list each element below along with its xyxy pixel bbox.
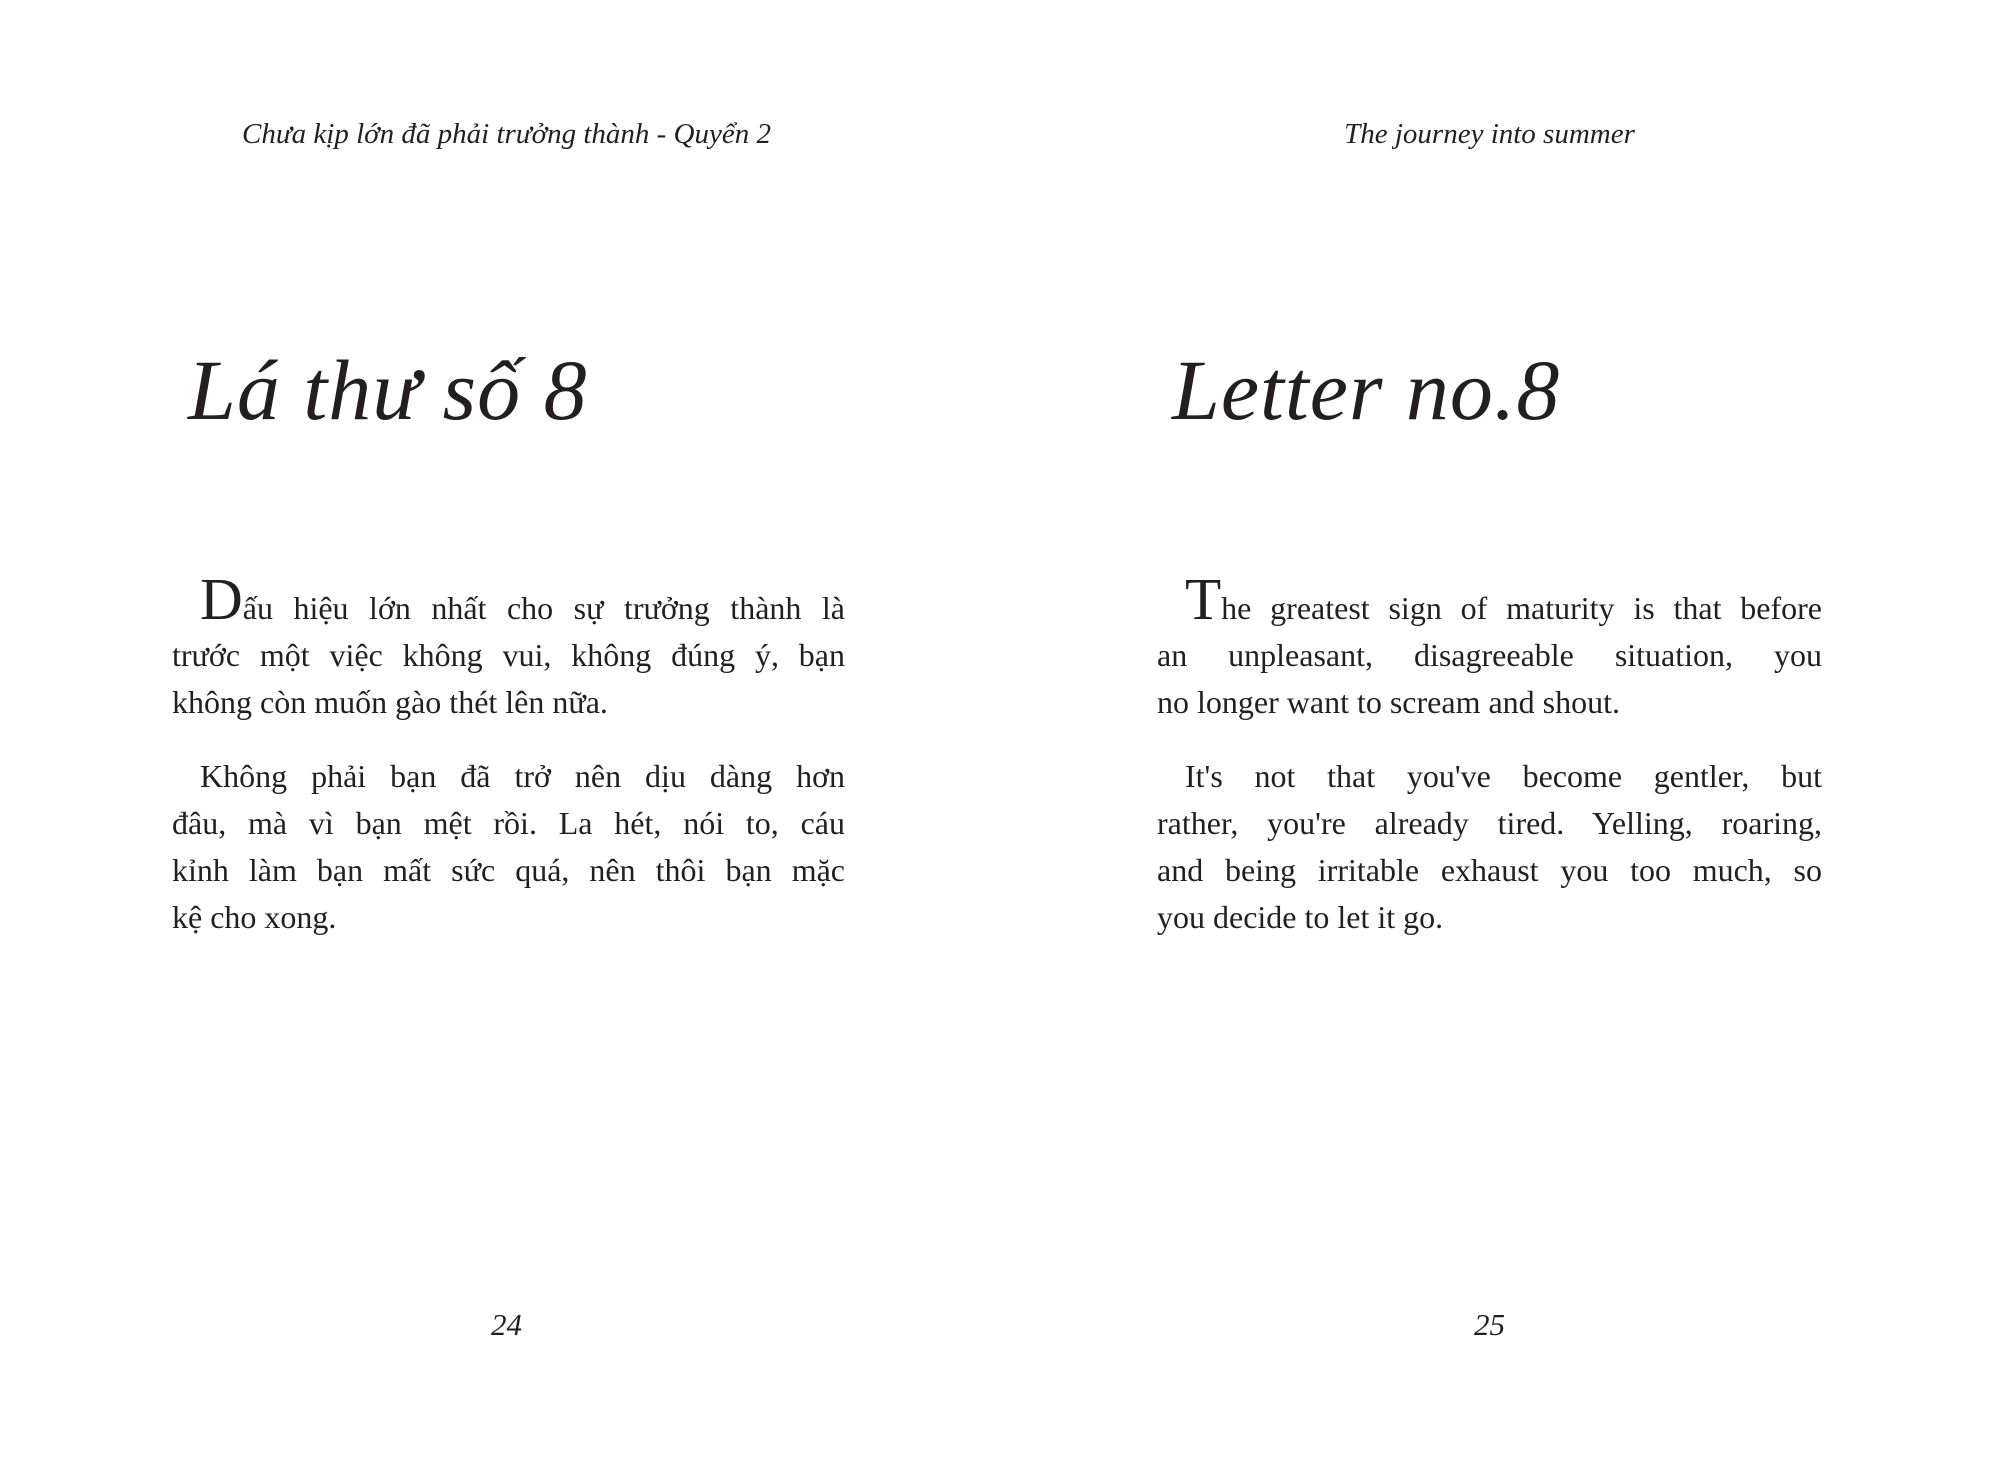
text-line-content: ấu hiệu lớn nhất cho sự trưởng thành là [242, 590, 845, 626]
text-line: trước một việc không vui, không đúng ý, bạn [172, 637, 845, 673]
text-line: không còn muốn gào thét lên nữa. [172, 684, 608, 720]
paragraph [1157, 753, 1822, 941]
text-line: It's not that you've become gentler, but [1185, 758, 1822, 794]
chapter-title-english: Letter no.8 [1172, 342, 1561, 438]
text-line [172, 566, 845, 632]
paragraph [1157, 566, 1822, 726]
text-line: an unpleasant, disagreeable situation, you [1157, 637, 1822, 673]
running-header-right: The journey into summer [1344, 118, 1635, 150]
chapter-title-vietnamese: Lá thư số 8 [188, 342, 588, 438]
running-header-left: Chưa kịp lớn đã phải trưởng thành - Quyển 2 [242, 118, 771, 150]
raised-initial-cap: T [1185, 566, 1222, 632]
text-line: no longer want to scream and shout. [1157, 684, 1620, 720]
text-line-content: he greatest sign of maturity is that before [1221, 590, 1822, 626]
paragraph [172, 753, 845, 941]
page-number-left: 24 [491, 1307, 522, 1342]
text-line: you decide to let it go. [1157, 899, 1444, 935]
text-line [1157, 566, 1822, 632]
body-text-left [172, 566, 845, 941]
text-line: kỉnh làm bạn mất sức quá, nên thôi bạn mặc [172, 852, 845, 888]
text-line: kệ cho xong. [172, 899, 337, 935]
text-line: Không phải bạn đã trở nên dịu dàng hơn [200, 758, 845, 794]
paragraph [172, 566, 845, 726]
body-text-right [1157, 566, 1822, 941]
raised-initial-cap: D [200, 566, 243, 632]
text-line: rather, you're already tired. Yelling, roaring, [1157, 805, 1822, 841]
page-number-right: 25 [1474, 1307, 1505, 1342]
text-line: and being irritable exhaust you too much, so [1157, 852, 1822, 888]
text-line: đâu, mà vì bạn mệt rồi. La hét, nói to, cáu [172, 805, 845, 841]
